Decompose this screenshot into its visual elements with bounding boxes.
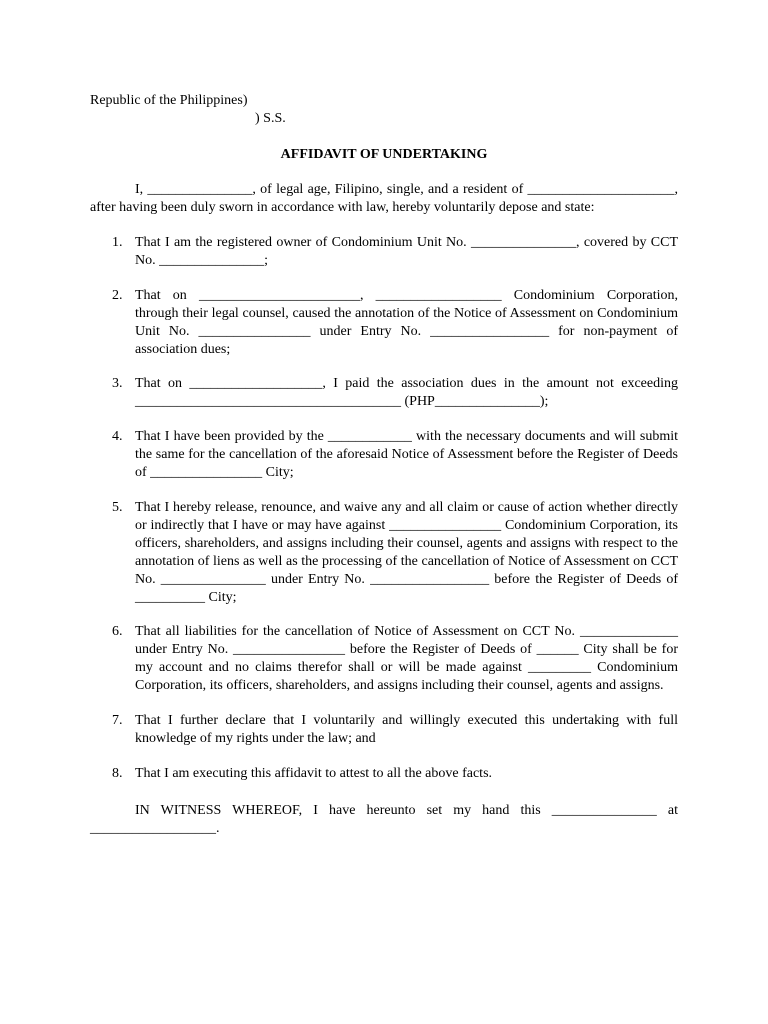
statement-number: 4. <box>112 429 123 445</box>
statement-item-8 <box>90 765 678 783</box>
statement-item-2 <box>90 287 678 359</box>
statement-number: 2. <box>112 287 123 303</box>
statement-item-3 <box>90 375 678 411</box>
statement-list <box>90 234 678 783</box>
statement-text: That I hereby release, renounce, and waive any and all claim or cause of action whether directly or indirectly that I have or may have against ________________ Condominium Corporation, its officers, shareholders, and assigns including their counsel, agents and assigns with respect to the annotation of liens as well as the processing of the cancellation of Notice of Assessment on CCT No. _______________ under Entry No. _________________ before the Register of Deeds of __________ City; <box>135 499 678 605</box>
statement-item-4 <box>90 428 678 482</box>
statement-text: That on ___________________, I paid the association dues in the amount not exceeding ______________________________________ (PHP_______________); <box>135 376 678 410</box>
venue-line-2: ) S.S. <box>255 111 286 126</box>
statement-number: 3. <box>112 376 123 392</box>
statement-number: 8. <box>112 765 123 781</box>
statement-number: 5. <box>112 499 123 515</box>
statement-item-1 <box>90 234 678 270</box>
statement-text: That I am the registered owner of Condominium Unit No. _______________, covered by CCT No. _______________; <box>135 235 678 268</box>
intro-paragraph: I, _______________, of legal age, Filipino, single, and a resident of _____________________, after having been duly sworn in accordance with law, hereby voluntarily depose and state: <box>90 182 678 215</box>
statement-item-5 <box>90 499 678 606</box>
statement-text: That on _______________________, __________________ Condominium Corporation, through their legal counsel, caused the annotation of the Notice of Assessment on Condominium Unit No. ________________ under Entry No. _________________ for non-payment of association dues; <box>135 287 678 357</box>
statement-number: 6. <box>112 624 123 640</box>
affidavit-document <box>90 92 678 838</box>
statement-number: 7. <box>112 713 123 729</box>
document-title: AFFIDAVIT OF UNDERTAKING <box>280 147 488 162</box>
statement-text: That I further declare that I voluntarily and willingly executed this undertaking with full knowledge of my rights under the law; and <box>135 713 678 746</box>
statement-text: That all liabilities for the cancellation of Notice of Assessment on CCT No. ______________ under Entry No. ________________ before the Register of Deeds of ______ City shall be for my account and no claims therefor shall or will be made against _________ Condominium Corporation, its officers, shareholders, and assigns including their counsel, agents and assigns. <box>135 624 678 694</box>
statement-number: 1. <box>112 235 123 250</box>
witness-clause: IN WITNESS WHEREOF, I have hereunto set my hand this _______________ at __________________. <box>90 802 678 836</box>
statement-text: That I have been provided by the ____________ with the necessary documents and will submit the same for the cancellation of the aforesaid Notice of Assessment before the Register of Deeds of ________________ City; <box>135 429 678 481</box>
statement-text: That I am executing this affidavit to attest to all the above facts. <box>135 765 493 781</box>
statement-item-7 <box>90 712 678 748</box>
statement-item-6 <box>90 623 678 695</box>
venue-line-1: Republic of the Philippines) <box>90 93 248 108</box>
